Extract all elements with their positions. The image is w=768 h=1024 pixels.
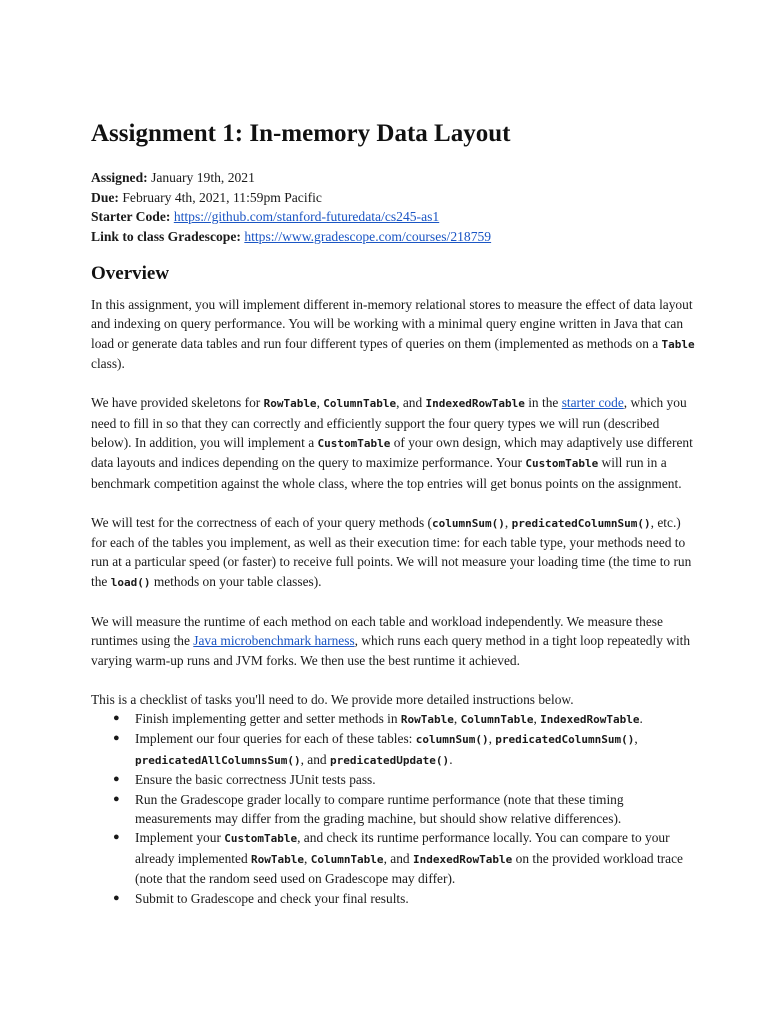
starter-code-line bbox=[91, 207, 698, 227]
text: , bbox=[304, 850, 311, 866]
code-predicatedcolumnsum: predicatedColumnSum() bbox=[495, 733, 635, 747]
starter-code-link[interactable]: https://github.com/stanford-futuredata/cs245-as1 bbox=[173, 209, 440, 224]
text: , bbox=[316, 395, 324, 411]
text: on the provided workload trace (note that the random seed used on Gradescope may differ). bbox=[135, 850, 683, 887]
list-item bbox=[91, 770, 698, 789]
code-predicatedallcolumnssum: predicatedAllColumnsSum() bbox=[135, 753, 301, 767]
bullet-icon: ● bbox=[113, 773, 120, 786]
code-columntable: ColumnTable bbox=[310, 852, 384, 866]
overview-paragraph-3 bbox=[91, 513, 698, 593]
code-columntable: ColumnTable bbox=[323, 397, 397, 411]
code-columntable: ColumnTable bbox=[460, 712, 534, 726]
text: will run in a benchmark competition against the whole class, where the top entries will get bonus points on the assignment. bbox=[91, 455, 682, 491]
list-item bbox=[91, 729, 698, 770]
due-line bbox=[91, 188, 698, 208]
text: Finish implementing getter and setter methods in bbox=[135, 710, 401, 726]
bullet-icon: ● bbox=[113, 711, 120, 724]
code-load: load() bbox=[110, 575, 151, 589]
gradescope-line bbox=[91, 227, 698, 247]
text: , and bbox=[300, 751, 330, 767]
assigned-label: Assigned: bbox=[91, 170, 148, 185]
task-checklist bbox=[91, 709, 698, 908]
text: . bbox=[449, 751, 453, 767]
list-item bbox=[91, 828, 698, 888]
text: . bbox=[639, 710, 643, 726]
starter-code-label: Starter Code: bbox=[91, 209, 171, 224]
code-customtable: CustomTable bbox=[525, 457, 599, 471]
bullet-icon: ● bbox=[113, 891, 120, 904]
code-columnsum: columnSum() bbox=[415, 733, 489, 747]
text: We have provided skeletons for bbox=[91, 395, 264, 411]
code-customtable: CustomTable bbox=[224, 832, 298, 846]
code-predicatedcolumnsum: predicatedColumnSum() bbox=[511, 516, 651, 530]
text: , bbox=[488, 731, 496, 747]
text: , etc.) for each of the tables you implement, as well as their execution time: for each table type, your methods need to run at a particular speed (or faster) to receive full points. We will not measure your loading time (the time to run the bbox=[91, 514, 692, 589]
code-table: Table bbox=[661, 337, 695, 351]
bullet-icon: ● bbox=[113, 792, 120, 805]
list-item bbox=[91, 790, 698, 829]
code-rowtable: RowTable bbox=[263, 397, 317, 411]
due-date: February 4th, 2021, 11:59pm Pacific bbox=[122, 189, 322, 205]
gradescope-link[interactable]: https://www.gradescope.com/courses/218759 bbox=[244, 228, 492, 244]
code-rowtable: RowTable bbox=[251, 852, 304, 866]
code-predicatedupdate: predicatedUpdate() bbox=[329, 753, 450, 767]
text: , bbox=[453, 710, 461, 726]
code-indexedrowtable: IndexedRowTable bbox=[425, 397, 525, 411]
bullet-icon: ● bbox=[113, 831, 120, 844]
code-rowtable: RowTable bbox=[400, 712, 454, 726]
text: , and check its runtime performance locally. You can compare to your already implemented bbox=[135, 830, 670, 866]
text: Ensure the basic correctness JUnit tests pass. bbox=[135, 772, 376, 788]
overview-paragraph-1 bbox=[91, 295, 698, 374]
text: , bbox=[504, 514, 512, 530]
text: class). bbox=[91, 356, 125, 372]
text: , bbox=[533, 710, 541, 726]
assigned-line bbox=[91, 168, 698, 188]
assigned-date: January 19th, 2021 bbox=[151, 170, 255, 185]
overview-heading: Overview bbox=[91, 263, 170, 284]
bullet-icon: ● bbox=[113, 732, 120, 745]
text: of your own design, which may adaptively use different data layouts and indices depending on the query to maximize performance. Your bbox=[91, 434, 693, 471]
text: Implement our four queries for each of these tables: bbox=[135, 731, 416, 747]
assignment-meta bbox=[91, 168, 698, 246]
page-title: Assignment 1: In-memory Data Layout bbox=[91, 120, 511, 147]
text: We will test for the correctness of each of your query methods ( bbox=[91, 514, 433, 530]
overview-paragraph-2 bbox=[91, 393, 698, 493]
text: Submit to Gradescope and check your final results. bbox=[135, 890, 409, 906]
text: In this assignment, you will implement different in-memory relational stores to measure the effect of data layout and indexing on query performance. You will be working with a minimal query engine written in Java that can load or generate data tables and run four different types of queries on them (implemented as methods on a bbox=[91, 297, 693, 351]
code-columnsum: columnSum() bbox=[432, 516, 505, 530]
text: Implement your bbox=[135, 830, 225, 846]
code-customtable: CustomTable bbox=[317, 436, 391, 450]
code-indexedrowtable: IndexedRowTable bbox=[540, 712, 640, 726]
starter-code-inline-link[interactable]: starter code bbox=[561, 395, 624, 411]
text: , bbox=[634, 731, 638, 747]
list-item bbox=[91, 889, 698, 908]
text: , and bbox=[396, 395, 426, 411]
overview-paragraph-4 bbox=[91, 612, 698, 670]
checklist-intro: This is a checklist of tasks you'll need to do. We provide more detailed instructions below. bbox=[91, 691, 574, 707]
text: , and bbox=[383, 850, 413, 866]
text: We will measure the runtime of each method on each table and workload independently. We measure these runtimes using the bbox=[91, 613, 663, 649]
jmh-link[interactable]: Java microbenchmark harness bbox=[193, 633, 355, 649]
text: in the bbox=[524, 395, 562, 411]
text: , which runs each query method in a tight loop repeatedly with varying warm-up runs and JVM forks. We then use the best runtime it achieved. bbox=[91, 633, 691, 668]
text: , which you need to fill in so that they can correctly and efficiently support the four query types we will run (described below). In addition, you will implement a bbox=[91, 395, 687, 450]
due-label: Due: bbox=[91, 189, 119, 205]
text: methods on your table classes). bbox=[150, 573, 322, 589]
text: Run the Gradescope grader locally to compare runtime performance (note that these timing measurements may differ from the grading machine, but should show relative differences). bbox=[135, 791, 624, 826]
gradescope-label: Link to class Gradescope: bbox=[91, 228, 241, 244]
list-item bbox=[91, 709, 698, 729]
code-indexedrowtable: IndexedRowTable bbox=[412, 852, 513, 866]
